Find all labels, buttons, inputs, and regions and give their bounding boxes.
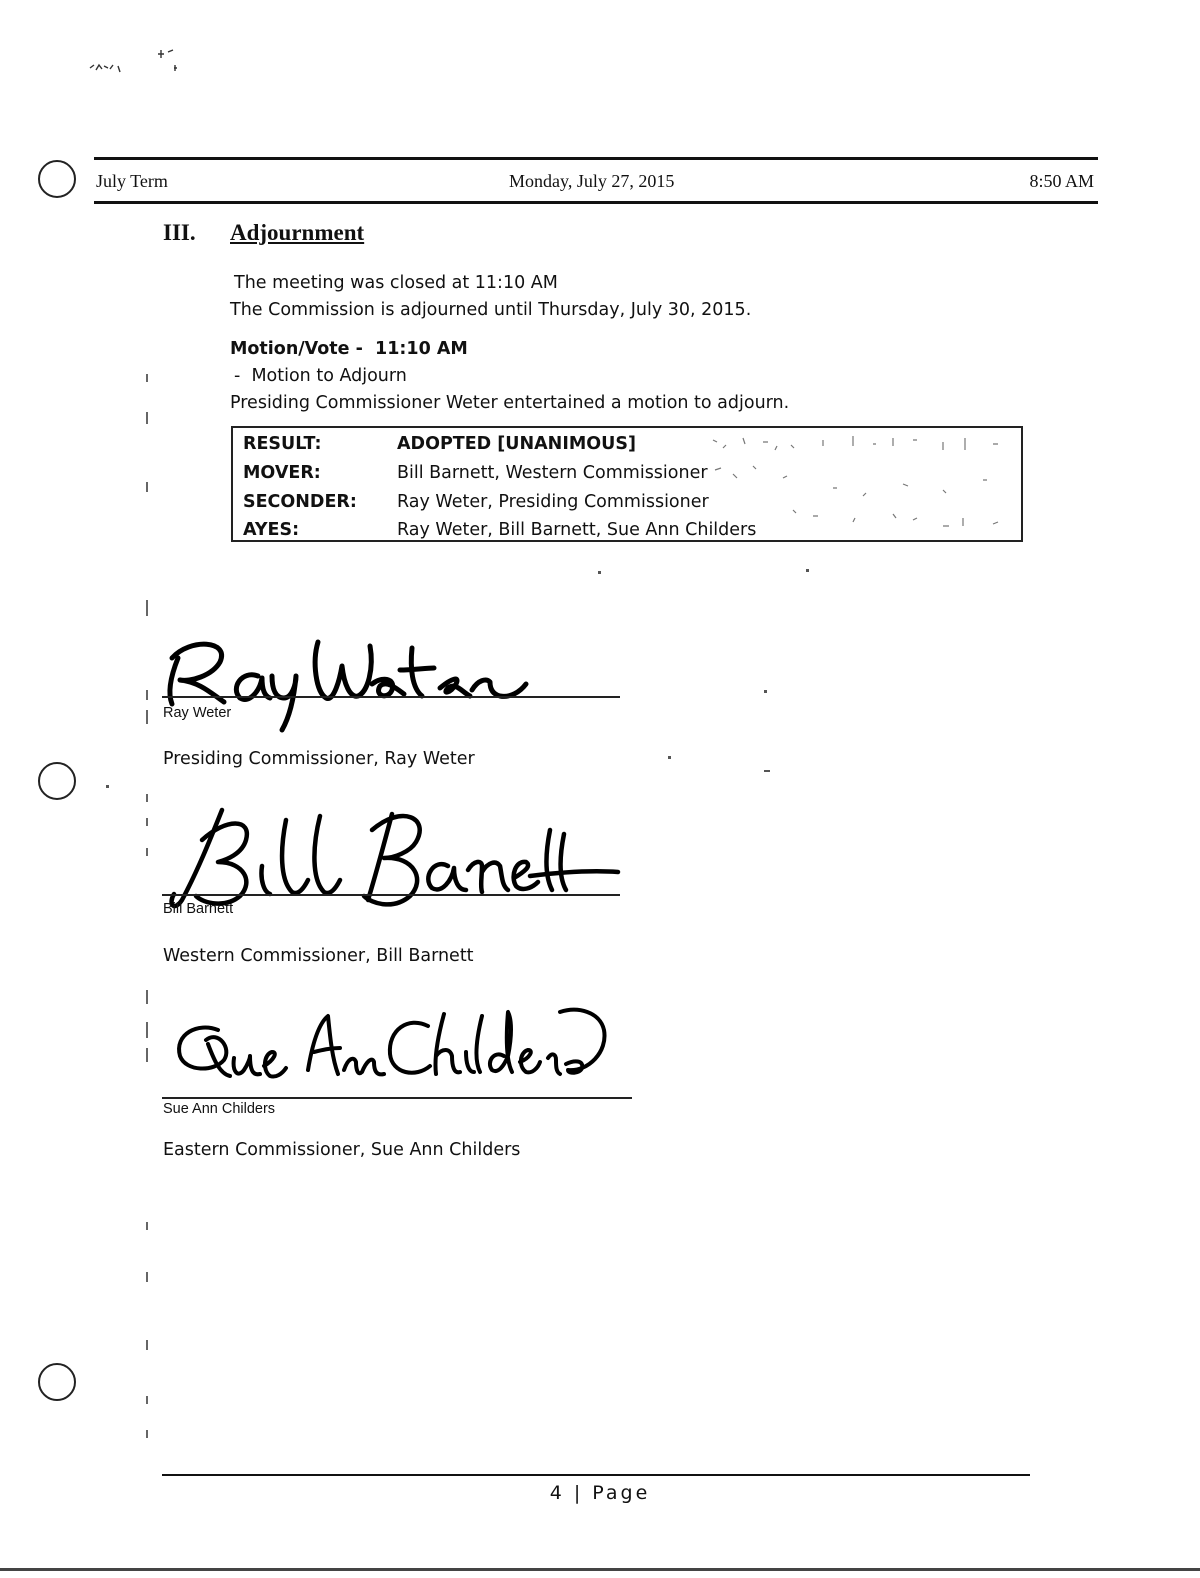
scan-marks bbox=[88, 46, 198, 86]
scan-tick bbox=[146, 482, 148, 492]
scan-tick bbox=[146, 848, 148, 856]
adjourned-line: The Commission is adjourned until Thursday, July 30, 2015. bbox=[230, 300, 752, 320]
signature-ray-weter bbox=[160, 618, 540, 740]
vote-label: RESULT: bbox=[243, 434, 322, 454]
motion-text: Presiding Commissioner Weter entertained a motion to adjourn. bbox=[230, 393, 790, 413]
section-number: III. bbox=[163, 220, 196, 245]
scan-tick bbox=[146, 1222, 148, 1230]
vote-label: MOVER: bbox=[243, 463, 321, 483]
header-bottom-rule bbox=[94, 201, 1098, 204]
signature-line bbox=[162, 1097, 632, 1099]
scan-speck bbox=[668, 756, 671, 759]
scan-tick bbox=[146, 710, 148, 724]
scan-tick bbox=[146, 1048, 148, 1062]
signature-printed-name: Bill Barnett bbox=[163, 901, 234, 917]
scan-tick bbox=[146, 1396, 148, 1404]
punch-hole bbox=[38, 1363, 76, 1401]
scan-speck bbox=[598, 571, 601, 574]
header-time: 8:50 AM bbox=[1029, 171, 1094, 191]
vote-label: AYES: bbox=[243, 520, 300, 540]
header-date: Monday, July 27, 2015 bbox=[509, 171, 675, 191]
scan-noise bbox=[703, 430, 1021, 540]
signature-printed-name: Sue Ann Childers bbox=[163, 1101, 276, 1117]
vote-value: Ray Weter, Bill Barnett, Sue Ann Childers bbox=[397, 520, 757, 540]
scan-tick bbox=[146, 794, 148, 802]
vote-value: Ray Weter, Presiding Commissioner bbox=[397, 492, 709, 512]
signature-line bbox=[162, 894, 620, 896]
scan-speck bbox=[764, 770, 770, 772]
scan-tick bbox=[146, 818, 148, 826]
vote-table bbox=[231, 426, 1023, 542]
scan-tick bbox=[146, 1272, 148, 1282]
header-term: July Term bbox=[96, 171, 168, 191]
signature-line bbox=[162, 696, 620, 698]
punch-hole bbox=[38, 762, 76, 800]
signature-sue-ann-childers bbox=[168, 1000, 620, 1092]
header-top-rule bbox=[94, 157, 1098, 160]
motion-name: - Motion to Adjourn bbox=[234, 366, 407, 386]
punch-hole bbox=[38, 160, 76, 198]
scan-speck bbox=[764, 690, 767, 693]
scan-tick bbox=[146, 1022, 148, 1038]
signature-title: Western Commissioner, Bill Barnett bbox=[163, 946, 474, 966]
vote-value: Bill Barnett, Western Commissioner bbox=[397, 463, 708, 483]
footer-rule bbox=[162, 1474, 1030, 1476]
page-number: 4 | Page bbox=[549, 1482, 651, 1504]
signature-title: Presiding Commissioner, Ray Weter bbox=[163, 749, 475, 769]
vote-value: ADOPTED [UNANIMOUS] bbox=[397, 434, 636, 454]
scan-tick bbox=[146, 690, 148, 700]
scan-tick bbox=[146, 1430, 148, 1438]
scan-tick bbox=[146, 1340, 148, 1350]
signature-bill-barnett bbox=[162, 800, 622, 916]
signature-title: Eastern Commissioner, Sue Ann Childers bbox=[163, 1140, 521, 1160]
scan-speck bbox=[806, 569, 809, 572]
closed-line: The meeting was closed at 11:10 AM bbox=[234, 273, 558, 293]
section-title: Adjournment bbox=[230, 220, 365, 245]
page-bottom-edge bbox=[0, 1568, 1200, 1571]
scan-tick bbox=[146, 412, 148, 424]
scan-speck bbox=[106, 785, 109, 788]
vote-label: SECONDER: bbox=[243, 492, 357, 512]
scan-tick bbox=[146, 374, 148, 382]
scan-tick bbox=[146, 990, 148, 1004]
motion-heading: Motion/Vote - 11:10 AM bbox=[230, 339, 468, 359]
scan-tick bbox=[146, 600, 148, 616]
signature-printed-name: Ray Weter bbox=[163, 705, 232, 721]
